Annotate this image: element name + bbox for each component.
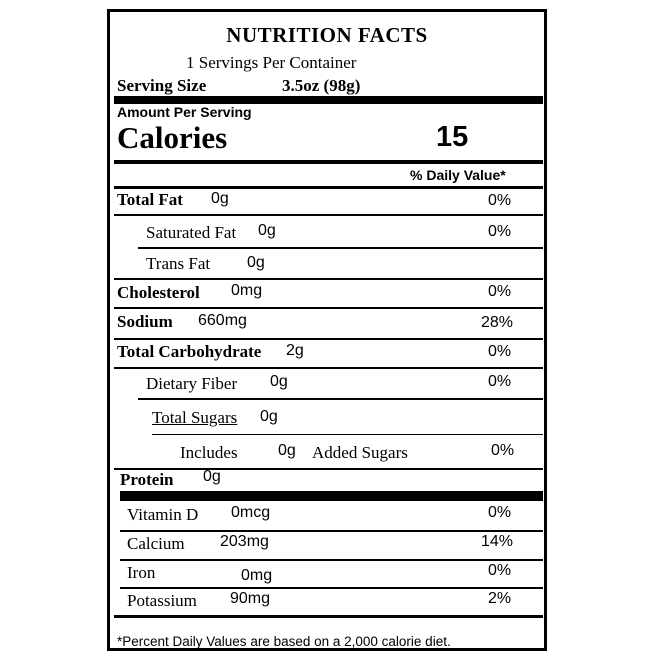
row-divider [120,587,543,589]
nutrient-name: Total Fat [117,190,183,209]
vitamin-dv: 2% [488,590,512,607]
row-divider [114,468,543,470]
nutrient-amount: 0g [247,254,265,271]
row-divider [138,398,543,400]
nutrient-dv: 0% [491,442,515,459]
vitamin-dv: 0% [488,562,512,579]
nutrient-dv: 0% [488,373,512,390]
thick-divider-top [114,96,543,104]
nutrient-name: Total Sugars [152,408,238,427]
calories-value: 15 [436,121,469,153]
nutrient-amount: 660mg [198,312,247,329]
row-divider [152,434,543,435]
serving-size-value: 3.5oz (98g) [282,76,361,95]
row-divider [138,247,543,249]
nutrient-dv: 0% [488,223,512,240]
vitamins-bottom-divider [114,615,543,618]
thick-divider-vitamins [120,491,543,501]
row-divider [114,214,543,216]
added-sugars-label: Added Sugars [312,443,408,462]
servings-per-container: 1 Servings Per Container [186,53,357,72]
nutrient-amount: 0g [211,190,229,207]
nutrient-dv: 28% [481,314,514,331]
nutrient-amount: 0g [258,222,276,239]
nutrient-dv: 0% [488,343,512,360]
nutrient-name: Includes [180,443,238,462]
row-divider [114,278,543,280]
nutrient-amount: 0g [270,373,288,390]
nutrient-dv: 0% [488,283,512,300]
vitamin-amount: 203mg [220,533,269,550]
row-divider [120,530,543,532]
nutrient-amount: 0g [260,408,278,425]
nutrient-name: Total Carbohydrate [117,342,262,361]
nutrient-amount: 0g [203,468,221,485]
nutrient-name: Dietary Fiber [146,374,238,393]
label-title: NUTRITION FACTS [226,23,428,47]
vitamin-name: Potassium [127,591,197,610]
row-divider [114,307,543,309]
vitamin-name: Calcium [127,534,185,553]
amount-per-serving: Amount Per Serving [117,104,252,120]
dv-divider [114,186,543,189]
calories-divider [114,160,543,164]
nutrient-dv: 0% [488,192,512,209]
vitamin-amount: 0mcg [231,504,271,521]
nutrient-name: Trans Fat [146,254,211,273]
nutrition-facts-label [107,9,547,651]
nutrient-amount: 0g [278,442,296,459]
row-divider [120,559,543,561]
nutrient-name: Protein [120,470,174,489]
daily-value-header: % Daily Value* [410,167,506,183]
vitamin-name: Vitamin D [127,505,199,524]
vitamin-amount: 90mg [230,590,271,607]
nutrient-amount: 0mg [231,282,263,299]
row-divider [114,338,543,340]
vitamin-dv: 0% [488,504,512,521]
nutrient-amount: 2g [286,342,304,359]
nutrient-name: Saturated Fat [146,223,237,242]
row-divider [114,367,543,369]
vitamin-name: Iron [127,563,156,582]
vitamin-dv: 14% [481,533,514,550]
footnote: *Percent Daily Values are based on a 2,000 calorie diet. [117,634,451,649]
calories-label: Calories [117,120,228,155]
nutrient-name: Cholesterol [117,283,200,302]
nutrient-name: Sodium [117,312,173,331]
vitamin-amount: 0mg [241,567,273,584]
serving-size-label: Serving Size [117,76,207,95]
